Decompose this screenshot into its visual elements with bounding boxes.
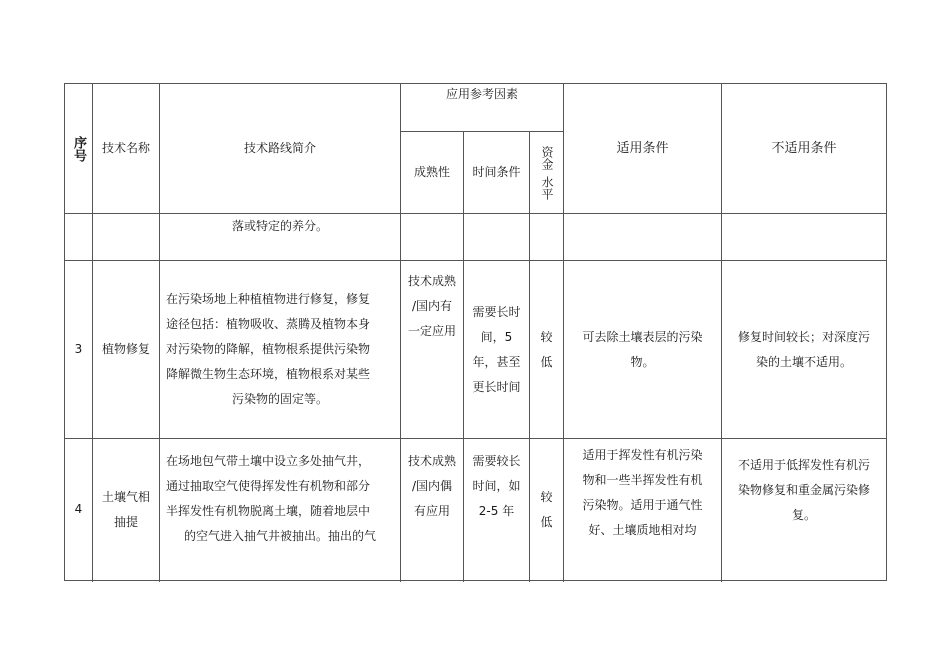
header-time-text: 时间条件 bbox=[472, 165, 521, 179]
row2-not-applicable bbox=[722, 439, 886, 580]
row2-maturity-line: /国内偶 bbox=[411, 479, 453, 493]
row2-fund bbox=[530, 439, 563, 580]
row2-intro bbox=[160, 439, 400, 580]
row2-applicable bbox=[564, 439, 721, 580]
row1-not-applicable-line: 染的土壤不适用。 bbox=[755, 354, 852, 369]
row1-intro-line: 对污染物的降解，植物根系提供污染物 bbox=[166, 342, 371, 356]
row2-not-applicable-line: 染物修复和重金属污染修 bbox=[737, 483, 870, 497]
row2-seq-text: 4 bbox=[74, 502, 83, 516]
row1-applicable-line: 物。 bbox=[630, 354, 655, 369]
row1-not-applicable-line: 修复时间较长；对深度污 bbox=[737, 329, 870, 344]
header-maturity-text: 成熟性 bbox=[413, 165, 450, 179]
row1-fund-line: 较 bbox=[540, 329, 553, 344]
row2-fund-line: 低 bbox=[540, 514, 553, 529]
row1-seq-text: 3 bbox=[74, 342, 83, 356]
row1-intro bbox=[160, 261, 400, 438]
header-fund-top: 资金 bbox=[540, 145, 554, 170]
header-factors-text: 应用参考因素 bbox=[445, 87, 518, 101]
row1-seq bbox=[65, 261, 92, 438]
row1-applicable bbox=[564, 261, 721, 438]
header-not-applicable-text: 不适用条件 bbox=[771, 141, 837, 156]
header-fund-bottom: 水平 bbox=[540, 175, 554, 200]
row2-applicable-line: 适用于挥发性有机污染 bbox=[582, 448, 703, 462]
header-intro bbox=[160, 84, 400, 213]
row1-intro-line: 污染物的固定等。 bbox=[231, 392, 328, 406]
row1-time-line: 年，甚至 bbox=[472, 354, 521, 369]
table bbox=[64, 83, 887, 581]
header-seq bbox=[65, 84, 92, 213]
row2-time bbox=[464, 439, 529, 580]
header-fund bbox=[530, 132, 563, 213]
row1-intro-line: 途径包括：植物吸收、蒸腾及植物本身 bbox=[166, 317, 371, 331]
row1-fund bbox=[530, 261, 563, 438]
header-applicable bbox=[564, 84, 721, 213]
row2-maturity-line: 技术成熟 bbox=[407, 454, 456, 468]
row1-maturity-line: 技术成熟 bbox=[407, 274, 456, 288]
row1-not-applicable bbox=[722, 261, 886, 438]
row2-maturity bbox=[401, 439, 463, 580]
row1-name-text: 植物修复 bbox=[101, 342, 150, 356]
row2-time-line: 2-5 年 bbox=[478, 504, 515, 518]
row2-time-line: 时间，如 bbox=[472, 479, 521, 493]
row1-time-line: 间，5 bbox=[480, 329, 513, 344]
row0-intro bbox=[160, 214, 400, 234]
header-name bbox=[93, 84, 159, 213]
row2-name bbox=[93, 439, 159, 580]
row1-fund-line: 低 bbox=[540, 354, 553, 369]
row1-maturity-line: 一定应用 bbox=[407, 324, 456, 338]
row1-maturity bbox=[401, 261, 463, 438]
row1-applicable-line: 可去除土壤表层的污染 bbox=[582, 329, 703, 344]
row2-intro-line: 在场地包气带土壤中设立多处抽气井， bbox=[166, 454, 371, 468]
header-seq-text: 序号 bbox=[71, 135, 86, 162]
header-time bbox=[464, 132, 529, 213]
row1-time bbox=[464, 261, 529, 438]
header-name-text: 技术名称 bbox=[101, 141, 150, 155]
row2-intro-line: 通过抽取空气使得挥发性有机物和部分 bbox=[166, 479, 371, 493]
row2-maturity-line: 有应用 bbox=[413, 504, 450, 518]
row2-applicable-line: 好、土壤质地相对均 bbox=[588, 523, 697, 537]
row2-applicable-line: 物和一些半挥发性有机 bbox=[582, 473, 703, 487]
row2-intro-line: 半挥发性有机物脱离土壤，随着地层中 bbox=[166, 504, 371, 518]
row2-name-line: 土壤气相 bbox=[101, 489, 150, 504]
header-factors bbox=[401, 84, 563, 131]
row1-time-line: 更长时间 bbox=[472, 379, 521, 394]
row2-fund-line: 较 bbox=[540, 489, 553, 504]
row1-name bbox=[93, 261, 159, 438]
header-applicable-text: 适用条件 bbox=[616, 141, 669, 156]
row1-intro-line: 降解微生物生态环境，植物根系对某些 bbox=[166, 367, 371, 381]
header-intro-text: 技术路线简介 bbox=[243, 141, 316, 155]
row2-name-line: 抽提 bbox=[113, 514, 138, 529]
row1-maturity-line: /国内有 bbox=[411, 299, 453, 313]
row2-applicable-line: 污染物。适用于通气性 bbox=[582, 498, 703, 512]
row1-time-line: 需要长时 bbox=[472, 304, 521, 319]
row2-not-applicable-line: 不适用于低挥发性有机污 bbox=[737, 458, 870, 472]
row2-intro-line: 的空气进入抽气井被抽出。抽出的气 bbox=[183, 529, 376, 543]
row2-time-line: 需要较长 bbox=[472, 454, 521, 468]
row2-seq bbox=[65, 439, 92, 580]
header-maturity bbox=[401, 132, 463, 213]
row0-intro-text: 落或特定的养分。 bbox=[231, 219, 328, 233]
row1-intro-line: 在污染场地上种植植物进行修复，修复 bbox=[166, 292, 371, 306]
header-not-applicable bbox=[722, 84, 886, 213]
row2-not-applicable-line: 复。 bbox=[791, 508, 816, 522]
